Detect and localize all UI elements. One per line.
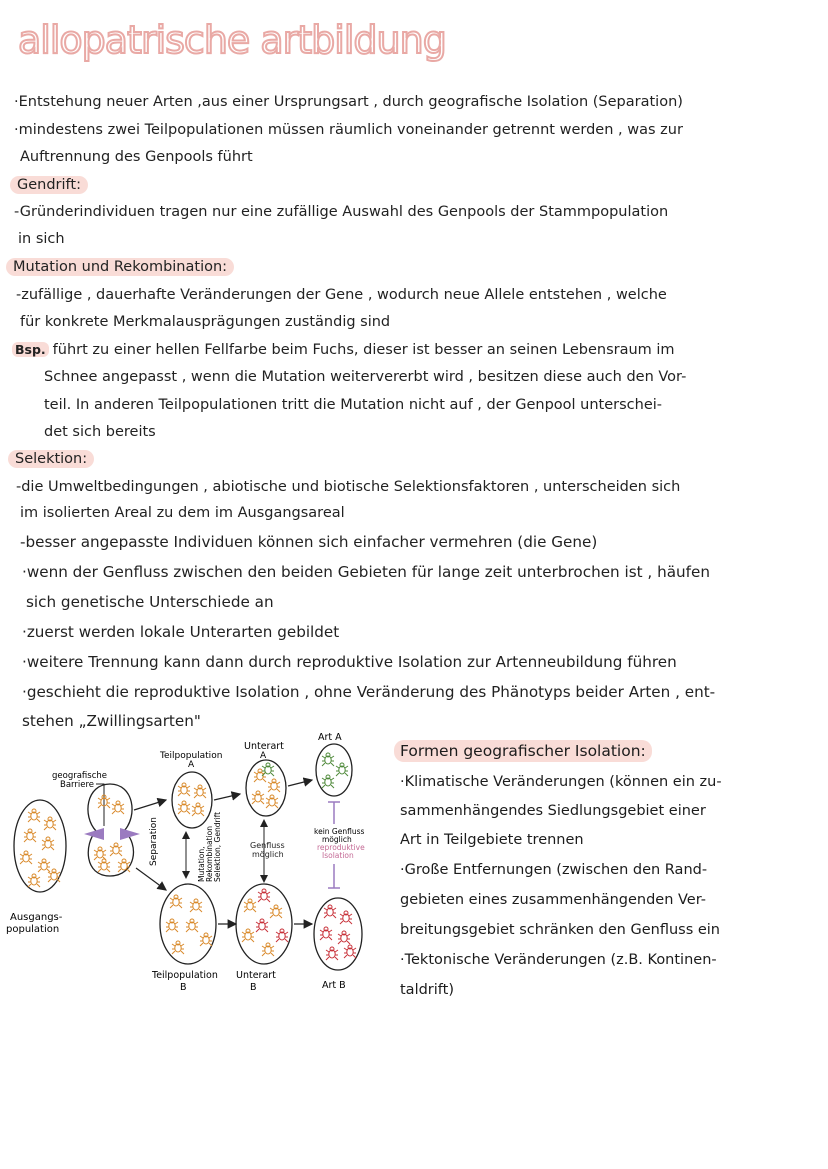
teil-b-label-1: Teilpopulation	[152, 970, 218, 981]
example-line-4: det sich bereits	[44, 424, 156, 440]
formen-line-1: ·Klimatische Veränderungen (können ein zu-	[400, 774, 722, 790]
teil-b-label-2: B	[180, 982, 187, 993]
mutation-line-1: -zufällige , dauerhafte Veränderungen der Gene , wodurch neue Allele entstehen , welche	[16, 287, 667, 303]
formen-line-2: sammenhängendes Siedlungsgebiet einer	[400, 803, 706, 819]
unterart-a-label-2: A	[260, 751, 267, 761]
repro-label-1: reproduktive	[317, 843, 365, 852]
kein-genfluss-2: möglich	[322, 835, 352, 844]
mutation-side-2: Rekombination	[205, 825, 214, 882]
selektion-line-7: ·weitere Trennung kann dann durch reproduktive Isolation zur Artenneubildung führen	[22, 653, 677, 671]
selektion-line-1: -die Umweltbedingungen , abiotische und biotische Selektionsfaktoren , unterscheiden sich	[16, 479, 681, 495]
formen-line-7: ·Tektonische Veränderungen (z.B. Kontinen-	[400, 952, 717, 968]
ausgangs-label-2: population	[6, 924, 60, 935]
page-title: allopatrische artbildung	[18, 18, 446, 62]
genfluss-label-1: Genfluss	[250, 841, 285, 850]
formen-line-4: ·Große Entfernungen (zwischen den Rand-	[400, 862, 708, 878]
unterart-b-ellipse	[236, 884, 292, 964]
mutation-side-3: Selektion, Gendrift	[213, 811, 222, 882]
intro-line-3: Auftrennung des Genpools führt	[20, 149, 253, 165]
gendrift-line-1: -Gründerindividuen tragen nur eine zufällige Auswahl des Genpools der Stammpopulation	[14, 204, 669, 220]
selektion-heading: Selektion:	[8, 450, 94, 468]
unterart-b-label-2: B	[250, 982, 257, 993]
example-line-2: Schnee angepasst , wenn die Mutation weitervererbt wird , besitzen diese auch den Vor-	[44, 369, 687, 385]
separation-label: Separation	[149, 817, 159, 866]
gendrift-line-2: in sich	[18, 231, 65, 247]
mutation-line-2: für konkrete Merkmalausprägungen zuständig sind	[20, 314, 391, 330]
formen-line-8: taldrift)	[400, 982, 454, 998]
mutation-side-1: Mutation,	[197, 846, 206, 882]
formen-line-6: breitungsgebiet schränken den Genfluss ein	[400, 922, 720, 938]
example-line-3: teil. In anderen Teilpopulationen tritt die Mutation nicht auf , der Genpool unterschei-	[44, 397, 662, 413]
teil-a-label-1: Teilpopulation	[160, 751, 223, 761]
example-text-1: führt zu einer hellen Fellfarbe beim Fuchs, dieser ist besser an seinen Lebensraum im	[52, 342, 675, 358]
teil-a-label-2: A	[188, 760, 195, 770]
formen-heading: Formen geografischer Isolation:	[394, 740, 652, 762]
formen-line-5: gebieten eines zusammenhängenden Ver-	[400, 892, 706, 908]
teil-a-ellipse	[172, 772, 212, 828]
selektion-line-8: ·geschieht die reproduktive Isolation , ohne Veränderung des Phänotyps beider Arten , ent-	[22, 683, 716, 701]
selektion-line-6: ·zuerst werden lokale Unterarten gebildet	[22, 623, 340, 641]
repro-label-2: Isolation	[322, 851, 354, 860]
ausgangs-population-ellipse	[14, 800, 66, 892]
barriere-label-1: geografische	[52, 771, 107, 781]
formen-line-3: Art in Teilgebiete trennen	[400, 832, 584, 848]
art-b-label: Art B	[322, 980, 346, 991]
selektion-line-9: stehen „Zwillingsarten"	[22, 712, 201, 730]
selektion-line-2: im isolierten Areal zu dem im Ausgangsareal	[20, 505, 345, 521]
intro-line-2: ·mindestens zwei Teilpopulationen müssen räumlich voneinander getrennt werden , was zur	[14, 122, 683, 138]
selektion-line-4: ·wenn der Genfluss zwischen den beiden Gebieten für lange zeit unterbrochen ist , häufen	[22, 563, 710, 581]
intro-line-1: ·Entstehung neuer Arten ,aus einer Ursprungsart , durch geografische Isolation (Separation)	[14, 94, 683, 110]
barriere-label-2: Barriere	[60, 780, 95, 790]
genfluss-label-2: möglich	[252, 850, 284, 859]
art-a-label: Art A	[318, 732, 342, 743]
example-label: Bsp.	[12, 342, 49, 357]
ausgangs-label-1: Ausgangs-	[10, 912, 63, 923]
unterart-a-label-1: Unterart	[244, 741, 284, 752]
selektion-line-5: sich genetische Unterschiede an	[26, 593, 274, 611]
unterart-b-label-1: Unterart	[236, 970, 276, 981]
kein-genfluss-1: kein Genfluss	[314, 827, 365, 836]
example-line-1	[12, 340, 675, 360]
speciation-diagram	[0, 726, 392, 1006]
art-a-ellipse	[316, 744, 352, 796]
mutation-heading: Mutation und Rekombination:	[6, 258, 234, 276]
selektion-line-3: -besser angepasste Individuen können sich einfacher vermehren (die Gene)	[20, 533, 598, 551]
gendrift-heading: Gendrift:	[10, 176, 88, 194]
